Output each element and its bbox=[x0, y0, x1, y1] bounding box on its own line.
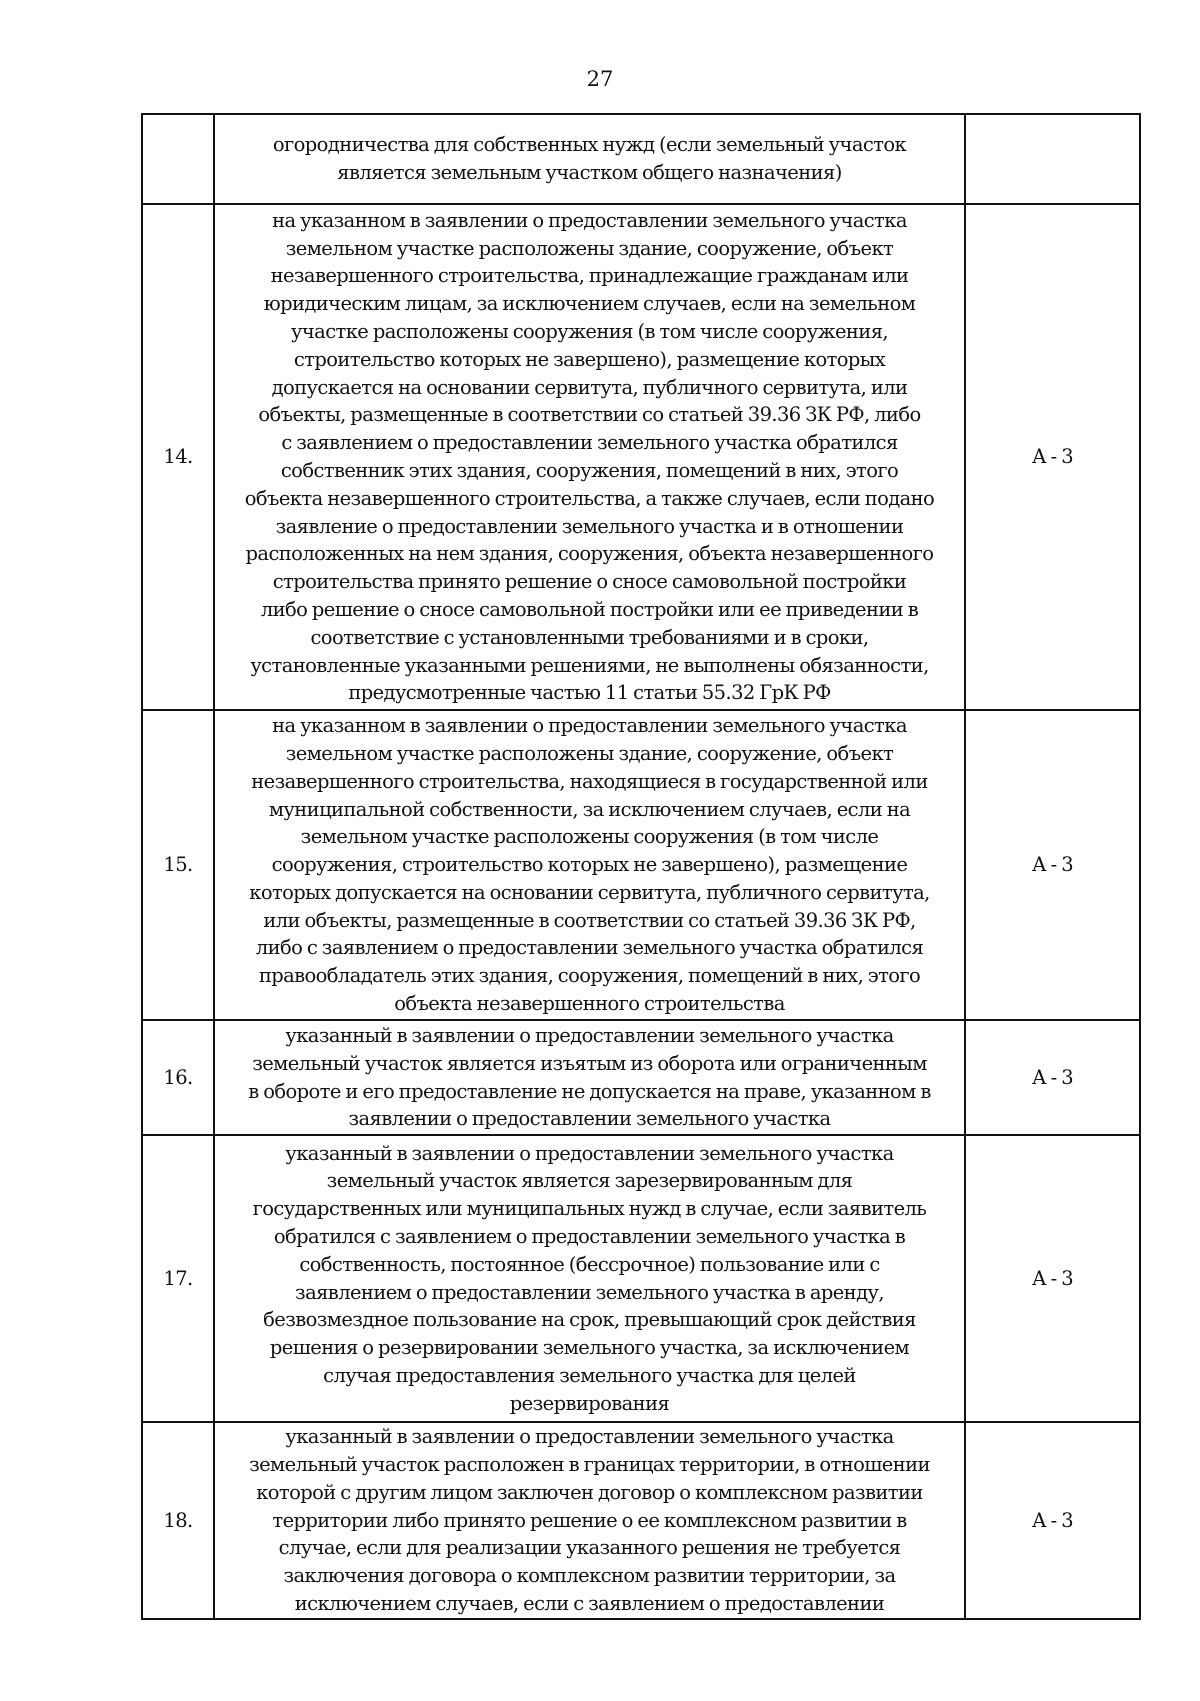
table-row bbox=[142, 1020, 1140, 1135]
row-number bbox=[142, 114, 214, 204]
row-code: А - 3 bbox=[965, 1020, 1140, 1135]
text-line: указанный в заявлении о предоставлении земельного участка bbox=[285, 1023, 894, 1047]
row-code: А - 3 bbox=[965, 1422, 1140, 1619]
row-text bbox=[214, 710, 965, 1020]
text-line: земельный участок является зарезервированным для bbox=[326, 1169, 853, 1193]
table-row bbox=[142, 710, 1140, 1020]
text-line: объекта незавершенного строительства, а также случаев, если подано bbox=[244, 486, 935, 510]
text-line: заявлением о предоставлении земельного участка в аренду, bbox=[295, 1280, 884, 1304]
text-line: которой с другим лицом заключен договор о комплексном развитии bbox=[256, 1480, 923, 1504]
text-line: объекты, размещенные в соответствии со статьей 39.36 ЗК РФ, либо bbox=[258, 403, 921, 427]
text-line: с заявлением о предоставлении земельного участка обратился bbox=[281, 431, 898, 455]
text-line: резервирования bbox=[509, 1391, 670, 1415]
row-text bbox=[214, 1135, 965, 1422]
row-text bbox=[214, 1422, 965, 1619]
text-line: строительство которых не завершено), размещение которых bbox=[293, 347, 886, 371]
text-line: или объекты, размещенные в соответствии со статьей 39.36 ЗК РФ, bbox=[263, 908, 916, 932]
text-line: сооружения, строительство которых не завершено), размещение bbox=[271, 853, 908, 877]
text-line: либо решение о сносе самовольной постройки или ее приведении в bbox=[260, 597, 919, 621]
row-number: 16. bbox=[142, 1020, 214, 1135]
text-line: указанный в заявлении о предоставлении земельного участка bbox=[285, 1425, 894, 1449]
text-line: исключением случаев, если с заявлением о предоставлении bbox=[294, 1591, 885, 1615]
row-number: 17. bbox=[142, 1135, 214, 1422]
text-line: соответствие с установленными требованиями и в сроки, bbox=[310, 625, 869, 649]
text-line: незавершенного строительства, находящиеся в государственной или bbox=[251, 769, 928, 793]
table-row bbox=[142, 204, 1140, 710]
text-line: муниципальной собственности, за исключением случаев, если на bbox=[268, 797, 911, 821]
text-line: заявление о предоставлении земельного участка и в отношении bbox=[275, 514, 904, 538]
text-line: на указанном в заявлении о предоставлении земельного участка bbox=[272, 208, 907, 232]
table-row bbox=[142, 114, 1140, 204]
text-line: заявлении о предоставлении земельного участка bbox=[348, 1107, 831, 1131]
text-line: безвозмездное пользование на срок, превышающий срок действия bbox=[263, 1308, 916, 1332]
text-line: случае, если для реализации указанного решения не требуется bbox=[278, 1536, 901, 1560]
text-line: земельный участок расположен в границах территории, в отношении bbox=[249, 1453, 930, 1476]
text-line: либо с заявлением о предоставлении земельного участка обратился bbox=[255, 936, 924, 960]
text-line: строительства принято решение о сносе самовольной постройки bbox=[272, 570, 907, 594]
text-line: является земельным участком общего назначения) bbox=[337, 161, 842, 184]
text-line: государственных или муниципальных нужд в случае, если заявитель bbox=[252, 1197, 927, 1221]
text-line: заключения договора о комплексном развитии территории, за bbox=[283, 1564, 896, 1588]
text-line: собственность, постоянное (бессрочное) пользование или с bbox=[299, 1252, 880, 1276]
row-code: А - 3 bbox=[965, 204, 1140, 710]
row-code bbox=[965, 114, 1140, 204]
text-line: в обороте и его предоставление не допускается на праве, указанном в bbox=[248, 1079, 931, 1103]
text-line: обратился с заявлением о предоставлении земельного участка в bbox=[273, 1224, 906, 1248]
table-row bbox=[142, 1422, 1140, 1619]
text-line: земельном участке расположены здание, сооружение, объект bbox=[285, 236, 894, 260]
text-line: юридическим лицам, за исключением случаев, если на земельном bbox=[263, 292, 916, 316]
text-line: решения о резервировании земельного участка, за исключением bbox=[269, 1336, 910, 1360]
row-number: 18. bbox=[142, 1422, 214, 1619]
grounds-table bbox=[141, 113, 1141, 1620]
text-line: расположенных на нем здания, сооружения, объекта незавершенного bbox=[245, 542, 934, 566]
text-line: которых допускается на основании сервитута, публичного сервитута, bbox=[249, 880, 930, 904]
table-row bbox=[142, 1135, 1140, 1422]
text-line: правообладатель этих здания, сооружения, помещений в них, этого bbox=[258, 964, 921, 988]
text-line: указанный в заявлении о предоставлении земельного участка bbox=[285, 1141, 894, 1165]
text-line: незавершенного строительства, принадлежащие гражданам или bbox=[270, 264, 909, 288]
text-line: земельном участке расположены здание, сооружение, объект bbox=[285, 741, 894, 765]
row-code: А - 3 bbox=[965, 1135, 1140, 1422]
row-code: А - 3 bbox=[965, 710, 1140, 1020]
row-number: 14. bbox=[142, 204, 214, 710]
text-line: огородничества для собственных нужд (если земельный участок bbox=[272, 133, 907, 157]
text-line: участке расположены сооружения (в том числе сооружения, bbox=[291, 320, 888, 344]
text-line: земельный участок является изъятым из оборота или ограниченным bbox=[252, 1051, 927, 1075]
row-number: 15. bbox=[142, 710, 214, 1020]
row-text bbox=[214, 1020, 965, 1135]
text-line: установленные указанными решениями, не выполнены обязанности, bbox=[250, 653, 929, 677]
text-line: допускается на основании сервитута, публичного сервитута, или bbox=[271, 375, 908, 399]
text-line: предусмотренные частью 11 статьи 55.32 ГрК РФ bbox=[348, 681, 831, 705]
row-text bbox=[214, 114, 965, 204]
text-line: на указанном в заявлении о предоставлении земельного участка bbox=[272, 714, 907, 738]
row-text bbox=[214, 204, 965, 710]
text-line: территории либо принято решение о ее комплексном развитии в bbox=[272, 1508, 907, 1532]
text-line: случая предоставления земельного участка для целей bbox=[323, 1363, 856, 1387]
text-line: объекта незавершенного строительства bbox=[394, 992, 785, 1016]
text-line: собственник этих здания, сооружения, помещений в них, этого bbox=[280, 459, 899, 482]
page-number: 27 bbox=[586, 67, 614, 91]
text-line: земельном участке расположены сооружения (в том числе bbox=[300, 825, 879, 849]
